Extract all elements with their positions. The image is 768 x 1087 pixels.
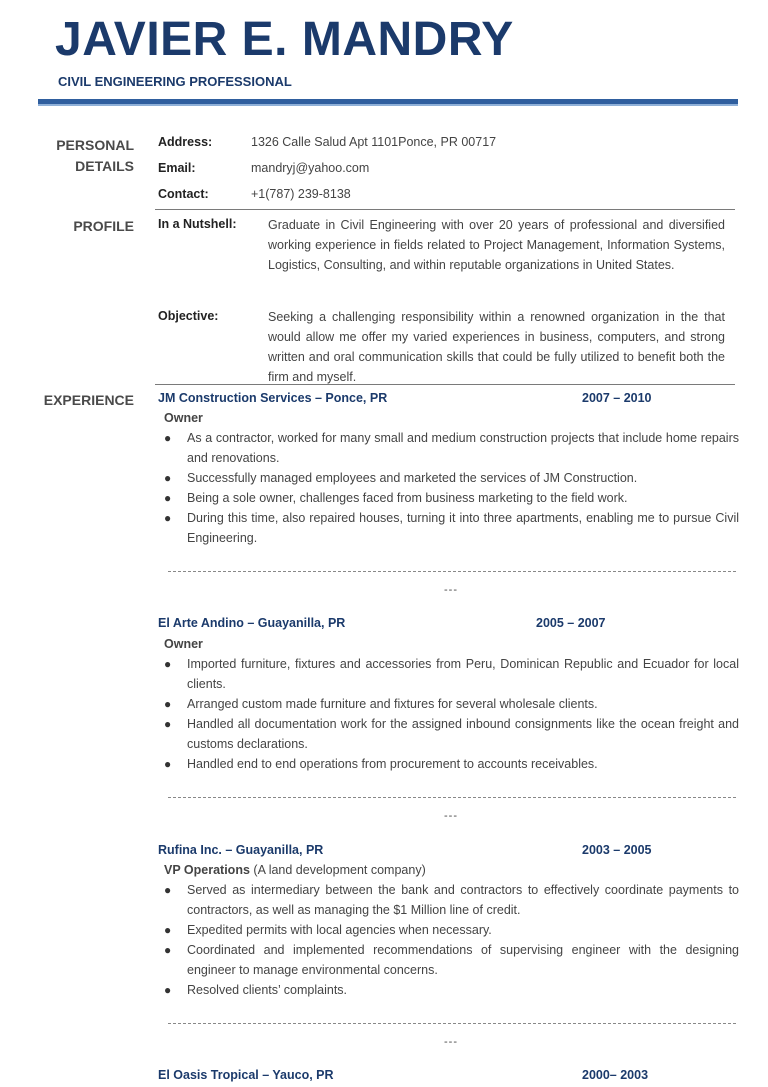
- bullet-icon: ●: [164, 697, 172, 711]
- bullet-icon: ●: [164, 717, 172, 731]
- job-years: 2003 – 2005: [582, 843, 652, 857]
- nutshell-text: Graduate in Civil Engineering with over 20 years of professional and diversified working experience in fields related to Project Management, Information Systems, Logistics, Consulting, and within reputable organizations in United States.: [268, 218, 725, 272]
- resume-name: JAVIER E. MANDRY: [55, 13, 514, 66]
- bullet-text: Resolved clients’ complaints.: [187, 983, 348, 997]
- job-separator: [168, 571, 736, 584]
- job-years: 2007 – 2010: [582, 391, 652, 405]
- list-item: [158, 754, 739, 774]
- objective-text: Seeking a challenging responsibility within a renowned organization in the that would allow me offer my varied experiences in business, computers, and strong written and oral communication skills that could be fully utilized to benefit both the firm and myself.: [268, 310, 725, 384]
- professional-title-wrap: [58, 74, 358, 87]
- job-years: 2000– 2003: [582, 1068, 649, 1082]
- job-bullets: [158, 880, 739, 1000]
- bullet-icon: ●: [164, 943, 172, 957]
- job-role-note: (A land development company): [253, 863, 426, 877]
- bullet-icon: ●: [164, 757, 172, 771]
- experience-divider: [155, 384, 735, 385]
- job-company: JM Construction Services – Ponce, PR: [158, 391, 388, 405]
- bullet-text: Handled end to end operations from procurement to accounts receivables.: [187, 757, 598, 771]
- bullet-text: Being a sole owner, challenges faced from business marketing to the field work.: [187, 491, 628, 505]
- header-rule: [38, 99, 738, 104]
- section-experience: EXPERIENCE: [43, 392, 134, 408]
- list-item: [158, 940, 739, 980]
- bullet-icon: ●: [164, 923, 172, 937]
- section-profile: PROFILE: [73, 218, 134, 234]
- list-item: [158, 920, 739, 940]
- bullet-text: Imported furniture, fixtures and accessories from Peru, Dominican Republic and Ecuador for local clients.: [187, 657, 739, 691]
- job-role-title: VP Operations: [164, 863, 250, 877]
- bullet-icon: ●: [164, 511, 172, 525]
- section-personal-line1: PERSONAL: [56, 137, 134, 153]
- address-label: Address:: [158, 135, 213, 149]
- job-separator-tail: ---: [444, 810, 458, 822]
- bullet-text: During this time, also repaired houses, turning it into three apartments, enabling me to pursue Civil Engineering.: [187, 511, 739, 545]
- section-personal-line2: DETAILS: [75, 158, 134, 174]
- job-separator: [168, 797, 736, 810]
- list-item: [158, 654, 739, 694]
- bullet-text: As a contractor, worked for many small and medium construction projects that include home repairs and renovations.: [187, 431, 739, 465]
- bullet-icon: ●: [164, 883, 172, 897]
- list-item: [158, 694, 739, 714]
- contact-label: Contact:: [158, 187, 209, 201]
- professional-title: CIVIL ENGINEERING PROFESSIONAL: [58, 74, 292, 87]
- objective-clip: [268, 307, 725, 384]
- job-role: Owner: [164, 411, 203, 425]
- nutshell-label: In a Nutshell:: [158, 217, 237, 231]
- email-value: mandryj@yahoo.com: [251, 161, 370, 175]
- bullet-text: Expedited permits with local agencies when necessary.: [187, 923, 492, 937]
- list-item: [158, 880, 739, 920]
- bullet-icon: ●: [164, 471, 172, 485]
- job-separator-tail: ---: [444, 1036, 458, 1048]
- bullet-text: Successfully managed employees and marketed the services of JM Construction.: [187, 471, 638, 485]
- bullet-icon: ●: [164, 983, 172, 997]
- email-label: Email:: [158, 161, 196, 175]
- bullet-icon: ●: [164, 431, 172, 445]
- bullet-text: Served as intermediary between the bank and contractors to effectively coordinate payments to contractors, as well as managing the $1 Million line of credit.: [187, 883, 739, 917]
- job-years: 2005 – 2007: [536, 616, 606, 630]
- section-personal-details: [38, 135, 134, 177]
- list-item: [158, 468, 739, 488]
- list-item: [158, 428, 739, 468]
- list-item: [158, 508, 739, 548]
- address-value: 1326 Calle Salud Apt 1101Ponce, PR 00717: [251, 135, 497, 149]
- profile-divider: [155, 209, 735, 210]
- job-role: [164, 863, 426, 877]
- job-role: Owner: [164, 637, 203, 651]
- job-bullets: [158, 654, 739, 774]
- bullet-text: Arranged custom made furniture and fixtures for several wholesale clients.: [187, 697, 598, 711]
- bullet-icon: ●: [164, 491, 172, 505]
- list-item: [158, 488, 739, 508]
- bullet-text: Handled all documentation work for the assigned inbound consignments like the ocean freight and customs declarations.: [187, 717, 739, 751]
- job-company: El Oasis Tropical – Yauco, PR: [158, 1068, 334, 1082]
- bullet-text: Coordinated and implemented recommendations of supervising engineer with the designing engineer to manage environmental concerns.: [187, 943, 739, 977]
- job-bullets: [158, 428, 739, 548]
- list-item: [158, 714, 739, 754]
- job-separator-tail: ---: [444, 584, 458, 596]
- contact-value: +1(787) 239-8138: [251, 187, 351, 201]
- objective-label: Objective:: [158, 309, 219, 323]
- job-company: Rufina Inc. – Guayanilla, PR: [158, 843, 324, 857]
- job-separator: [168, 1023, 736, 1036]
- job-company: El Arte Andino – Guayanilla, PR: [158, 616, 346, 630]
- list-item: [158, 980, 739, 1000]
- bullet-icon: ●: [164, 657, 172, 671]
